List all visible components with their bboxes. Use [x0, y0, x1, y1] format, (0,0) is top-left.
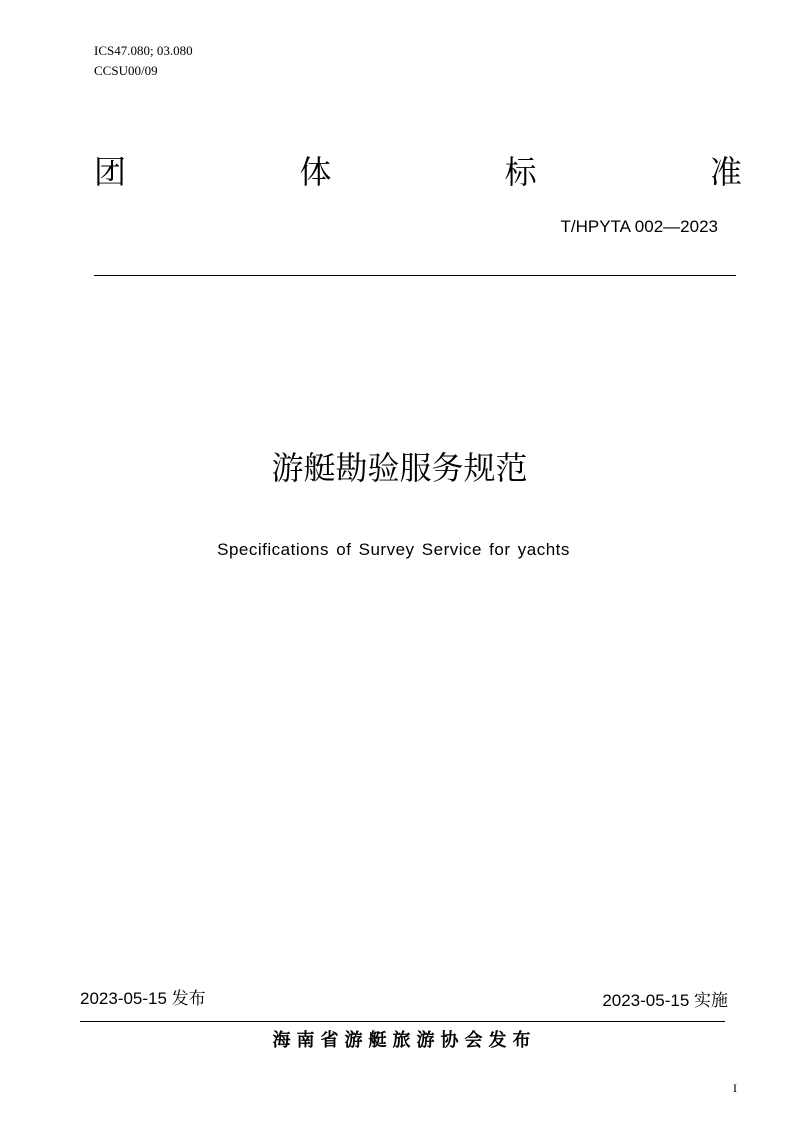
document-title-english: Specifications of Survey Service for yachts	[217, 540, 570, 559]
standard-type-char: 团	[94, 153, 127, 191]
document-title-chinese: 游艇勘验服务规范	[271, 449, 528, 487]
standard-type-char: 体	[299, 153, 332, 191]
standard-type-char: 准	[709, 153, 742, 191]
implementation-date: 2023-05-15 实施	[602, 991, 728, 1010]
ics-classification	[94, 41, 193, 81]
standard-number: T/HPYTA 002—2023	[560, 217, 718, 236]
publish-date: 2023-05-15 发布	[80, 989, 206, 1008]
ics-code: ICS47.080; 03.080	[94, 43, 193, 58]
standard-type-heading	[94, 150, 742, 194]
publisher-line: 海南省游艇旅游协会发布	[272, 1030, 537, 1051]
ccs-code: CCSU00/09	[94, 63, 158, 78]
bottom-divider	[80, 1021, 725, 1022]
page-number: I	[733, 1081, 737, 1095]
top-divider	[94, 275, 736, 276]
standard-type-char: 标	[504, 153, 537, 191]
